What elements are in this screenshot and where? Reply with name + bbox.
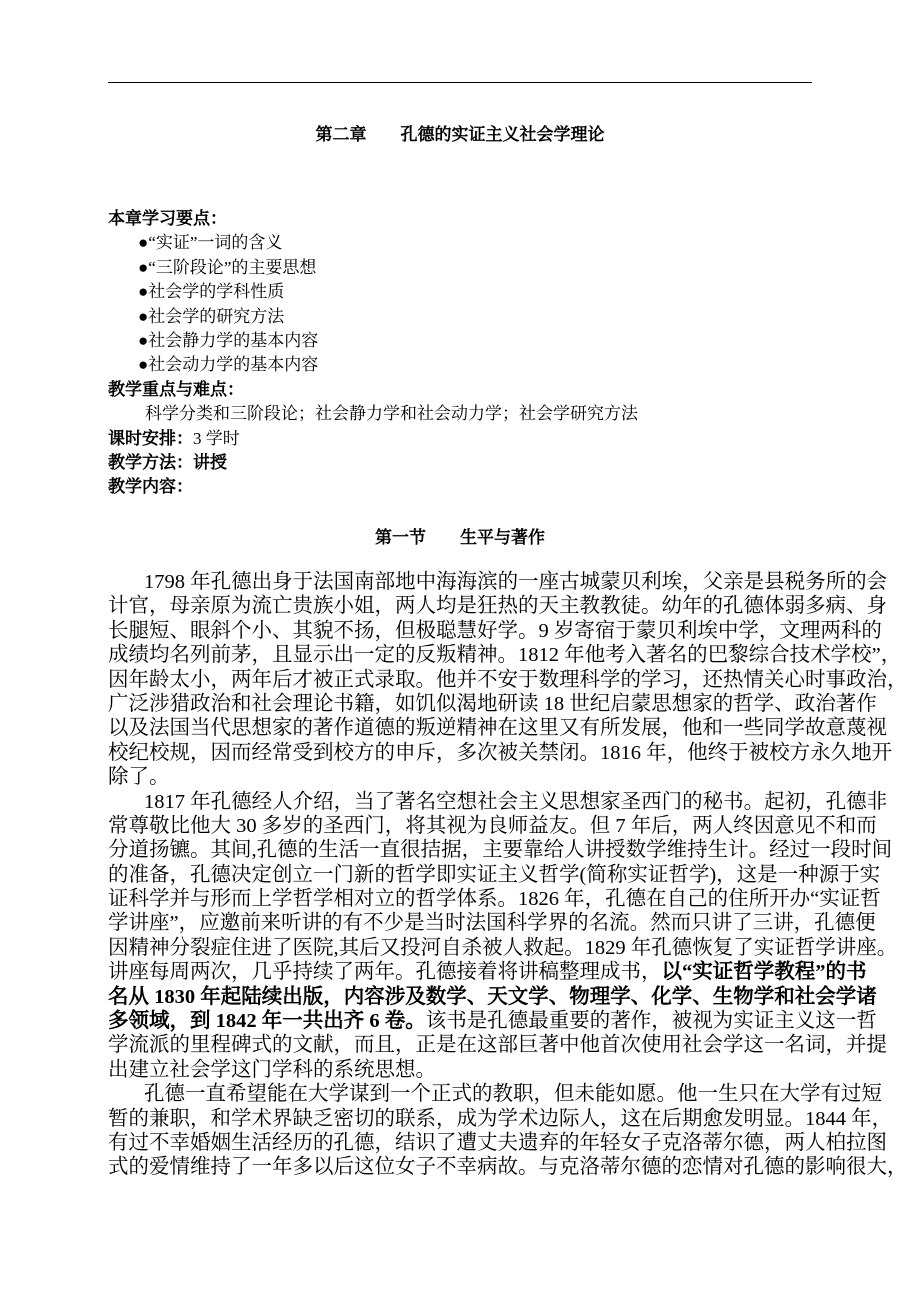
text-segment: 出建立社会学这门学科的系统思想。 — [108, 1058, 436, 1081]
text-line — [108, 960, 867, 984]
text-segment: 的准备，孔德决定创立一门新的哲学即实证主义哲学(简称实证哲学)，这是一种源于实 — [108, 863, 881, 886]
text-segment: 因年龄太小，两年后才被正式录取。他并不安于数理科学的学习，还热情关心时事政治， — [108, 668, 908, 691]
text-line — [108, 887, 881, 911]
key-point-item: ●“实证”一词的含义 — [138, 233, 283, 253]
paragraph — [108, 790, 898, 1083]
text-line — [108, 1155, 908, 1179]
text-line — [108, 1033, 887, 1057]
text-line — [108, 570, 888, 594]
hours-value: 3 学时 — [193, 428, 240, 448]
text-line — [108, 668, 908, 692]
text-segment: 除了。 — [108, 766, 170, 789]
text-line — [108, 643, 902, 667]
text-line — [108, 741, 893, 765]
text-line — [108, 911, 876, 935]
text-line — [108, 1082, 882, 1106]
text-line — [108, 594, 887, 618]
key-point-item: ●社会静力学的基本内容 — [138, 331, 319, 351]
content-label: 教学内容： — [108, 477, 193, 497]
method-value: 讲授 — [193, 453, 227, 473]
header-rule — [108, 82, 812, 83]
text-segment: 该书是孔德最重要的著作，被视为实证主义这一哲 — [425, 1010, 877, 1033]
text-segment: 有过不幸婚姻生活经历的孔德，结识了遭丈夫遗弃的年轻女子克洛蒂尔德，两人柏拉图 — [108, 1131, 887, 1154]
focus-text: 科学分类和三阶段论；社会静力学和社会动力学；社会学研究方法 — [145, 404, 638, 424]
paragraph — [108, 1082, 908, 1180]
key-point-item: ●社会学的学科性质 — [138, 282, 285, 302]
key-point-item: ●社会动力学的基本内容 — [138, 355, 319, 375]
key-points-heading: 本章学习要点： — [108, 209, 227, 228]
text-line — [108, 790, 888, 814]
text-segment: 证科学并与形而上学哲学相对立的哲学体系。1826 年，孔德在自己的住所开办“实证哲 — [108, 888, 881, 911]
text-segment: 因精神分裂症住进了医院,其后又投河自杀被人救起。1829 年孔德恢复了实证哲学讲座。 — [108, 936, 898, 959]
text-segment: 分道扬镳。其间,孔德的生活一直很拮据，主要靠给人讲授数学维持生计。经过一段时间 — [108, 839, 893, 862]
text-line — [108, 692, 877, 716]
chapter-title: 第二章 孔德的实证主义社会学理论 — [315, 125, 605, 144]
text-line — [108, 814, 877, 838]
text-segment: 讲座每周两次，几乎持续了两年。孔德接着将讲稿整理成书， — [108, 961, 662, 984]
text-segment: 计官，母亲原为流亡贵族小姐，两人均是狂热的天主教教徒。幼年的孔德体弱多病、身 — [108, 595, 887, 618]
text-segment: 校纪校规，因而经常受到校方的申斥，多次被关禁闭。1816 年，他终于被校方永久地开 — [108, 741, 893, 764]
paragraph — [108, 570, 908, 790]
body-text — [108, 570, 908, 1180]
bold-text: 多领域，到 1842 年一共出齐 6 卷。 — [108, 1010, 426, 1033]
text-segment: 暂的兼职，和学术界缺乏密切的联系，成为学术边际人，这在后期愈发明显。1844 年， — [108, 1107, 893, 1130]
text-line — [108, 716, 887, 740]
text-line — [108, 1107, 893, 1131]
text-line — [108, 619, 882, 643]
focus-heading: 教学重点与难点： — [108, 379, 244, 399]
text-line — [108, 1131, 887, 1155]
text-segment: 孔德一直希望能在大学谋到一个正式的教职，但未能如愿。他一生只在大学有过短 — [144, 1083, 882, 1106]
key-points — [108, 207, 638, 500]
key-point-item: ●“三阶段论”的主要思想 — [138, 257, 317, 277]
hours-label: 课时安排： — [108, 428, 193, 448]
text-line — [108, 985, 877, 1009]
text-line — [108, 765, 812, 789]
bold-text: 以“实证哲学教程”的书 — [661, 961, 867, 984]
text-segment: 1798 年孔德出身于法国南部地中海海滨的一座古城蒙贝利埃，父亲是县税务所的会 — [144, 571, 888, 593]
text-segment: 成绩均名列前茅，且显示出一定的反叛精神。1812 年他考入著名的巴黎综合技术学校”， — [108, 644, 902, 667]
bold-text: 名从 1830 年起陆续出版，内容涉及数学、天文学、物理学、化学、生物学和社会学诸 — [108, 985, 877, 1008]
text-line — [108, 863, 881, 887]
text-segment: 广泛涉猎政治和社会理论书籍，如饥似渴地研读 18 世纪启蒙思想家的哲学、政治著作 — [108, 692, 877, 715]
section-title: 第一节 生平与著作 — [375, 528, 545, 547]
method-label: 教学方法： — [108, 453, 193, 473]
text-segment: 以及法国当代思想家的著作道德的叛逆精神在这里又有所发展，他和一些同学故意蔑视 — [108, 717, 887, 740]
text-line — [108, 1009, 877, 1033]
text-segment: 1817 年孔德经人介绍，当了著名空想社会主义思想家圣西门的秘书。起初，孔德非 — [144, 790, 888, 813]
key-point-item: ●社会学的研究方法 — [138, 306, 285, 326]
text-segment: 式的爱情维持了一年多以后这位女子不幸病故。与克洛蒂尔德的恋情对孔德的影响很大， — [108, 1156, 908, 1179]
text-line — [108, 936, 898, 960]
text-segment: 常尊敬比他大 30 多岁的圣西门，将其视为良师益友。但 7 年后，两人终因意见不和而 — [108, 814, 877, 837]
text-segment: 学讲座”，应邀前来听讲的有不少是当时法国科学界的名流。然而只讲了三讲，孔德便 — [108, 912, 876, 935]
text-segment: 学流派的里程碑式的文献，而且，正是在这部巨著中他首次使用社会学这一名词，并提 — [108, 1034, 887, 1057]
text-line — [108, 838, 893, 862]
text-line — [108, 1058, 812, 1082]
text-segment: 长腿短、眼斜个小、其貌不扬，但极聪慧好学。9 岁寄宿于蒙贝利埃中学，文理两科的 — [108, 619, 882, 642]
